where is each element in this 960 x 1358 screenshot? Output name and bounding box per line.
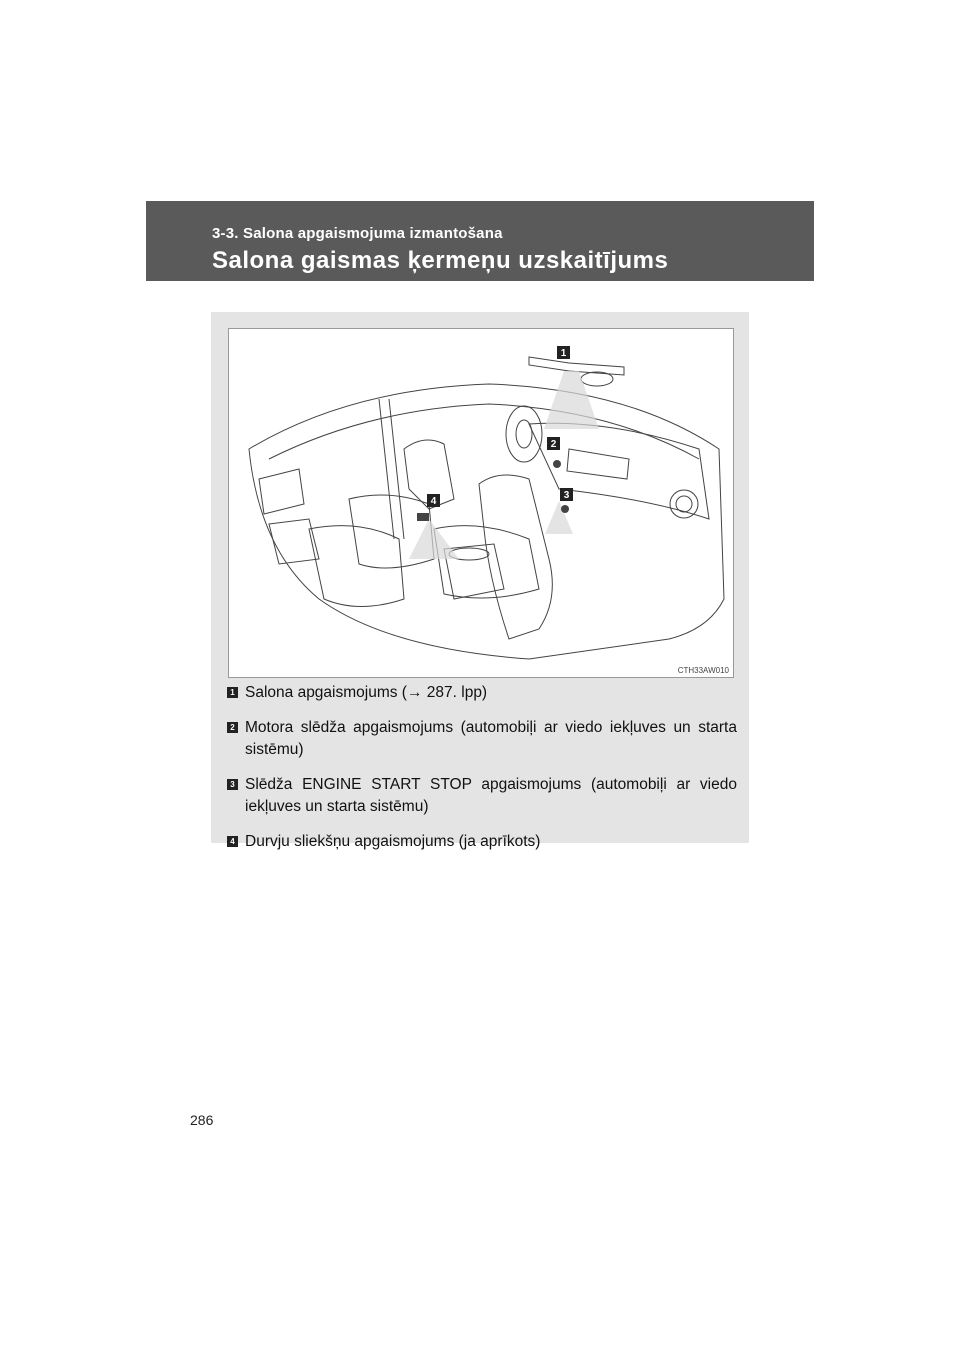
legend-list: [227, 682, 737, 866]
page-title: Salona gaismas ķermeņu uzskaitījums: [212, 247, 669, 274]
legend-text: Motora slēdža apgaismojums (automobiļi ar viedo iekļuves un starta sistēmu): [245, 719, 737, 758]
legend-number: 3: [227, 779, 238, 790]
interior-illustration: [228, 328, 734, 678]
legend-item: [227, 774, 737, 818]
car-interior-drawing: [229, 329, 733, 677]
callout-label: 2: [550, 439, 557, 450]
legend-text: Slēdža ENGINE START STOP apgaismojums (automobiļi ar viedo iekļuves un starta sistēmu): [245, 776, 737, 815]
illustration-panel: [211, 312, 749, 850]
callout-label: 4: [430, 496, 437, 507]
legend-text: Durvju sliekšņu apgaismojums (ja aprīkots): [245, 833, 541, 850]
legend-item: [227, 831, 737, 853]
callout-label: 1: [560, 348, 567, 359]
legend-item: [227, 717, 737, 761]
section-label: 3-3. Salona apgaismojuma izmantošana: [212, 225, 503, 242]
legend-number: 4: [227, 836, 238, 847]
legend-number: 2: [227, 722, 238, 733]
legend-number: 1: [227, 687, 238, 698]
legend-item: [227, 682, 737, 704]
section-header: [146, 201, 814, 281]
legend-text: Salona apgaismojums (→ 287. lpp): [245, 684, 488, 701]
callout-label: 3: [563, 490, 570, 501]
figure-code: CTH33AW010: [677, 666, 729, 675]
page-number: 286: [190, 1112, 214, 1128]
